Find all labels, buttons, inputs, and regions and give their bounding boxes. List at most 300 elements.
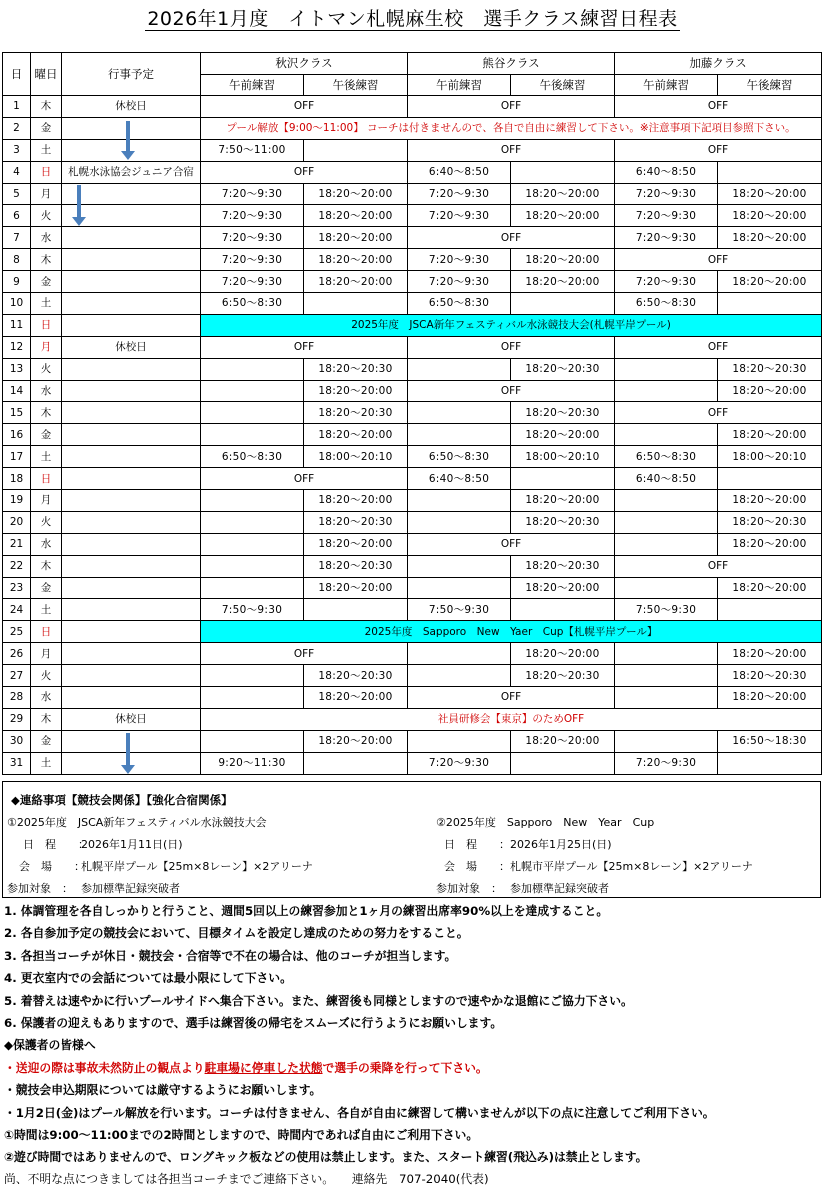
schedule-cell: 18:20～20:00 xyxy=(511,249,615,271)
schedule-cell xyxy=(304,293,408,315)
parents-note: ②遊び時間ではありませんので、ロングキック板などの使用は禁止します。また、スタート練習(飛込み)は禁止とします。 xyxy=(4,1150,648,1165)
event-cell xyxy=(62,446,201,468)
schedule-cell: 18:20～20:30 xyxy=(304,511,408,533)
down-arrow-icon xyxy=(121,733,135,775)
class-header-kumagai: 熊谷クラス xyxy=(408,53,615,75)
schedule-cell: 18:20～20:00 xyxy=(511,577,615,599)
weekday-cell: 日 xyxy=(31,161,62,183)
schedule-cell: 18:20～20:00 xyxy=(718,643,822,665)
notice-cell: プール解放【9:00～11:00】 コーチは付きませんので、各自で自由に練習して下さい。※注意事項下記項目参照下さい。 xyxy=(201,117,822,139)
table-row xyxy=(3,468,822,490)
schedule-cell: 18:20～20:00 xyxy=(718,271,822,293)
day-cell: 24 xyxy=(3,599,31,621)
table-row xyxy=(3,555,822,577)
schedule-cell: 7:50～9:30 xyxy=(201,599,304,621)
schedule-cell: 18:20～20:00 xyxy=(718,183,822,205)
schedule-cell: 18:20～20:30 xyxy=(511,358,615,380)
schedule-cell: 18:20～20:00 xyxy=(718,424,822,446)
notice-title: ◆連絡事項【競技会関係】【強化合宿関係】 xyxy=(11,793,233,807)
schedule-cell: 7:20～9:30 xyxy=(201,249,304,271)
weekday-cell: 金 xyxy=(31,271,62,293)
target-label: 参加対象 ： xyxy=(7,882,73,895)
table-row xyxy=(3,314,822,336)
footer-contact: 尚、不明な点につきましては各担当コーチまでご連絡下さい。 連絡先 707-2040(代表) xyxy=(4,1172,489,1186)
schedule-cell xyxy=(615,665,718,687)
schedule-cell: 7:20～9:30 xyxy=(408,205,511,227)
schedule-cell: 18:20～20:00 xyxy=(304,183,408,205)
day-cell: 11 xyxy=(3,314,31,336)
rule-item: 3. 各担当コーチが休日・競技会・合宿等で不在の場合は、他のコーチが担当します。 xyxy=(4,948,457,963)
meet-2-target: 参加標準記録突破者 xyxy=(510,882,609,895)
schedule-cell xyxy=(201,424,304,446)
schedule-cell xyxy=(408,730,511,752)
weekday-cell: 木 xyxy=(31,249,62,271)
event-cell: 休校日 xyxy=(62,96,201,118)
weekday-cell: 日 xyxy=(31,468,62,490)
schedule-cell: OFF xyxy=(201,161,408,183)
schedule-cell: 7:20～9:30 xyxy=(615,183,718,205)
schedule-cell: 7:20～9:30 xyxy=(408,752,511,774)
schedule-cell: 18:00～20:10 xyxy=(718,446,822,468)
schedule-cell xyxy=(304,139,408,161)
event-banner: 2025年度 Sapporo New Yaer Cup【札幌平岸プール】 xyxy=(201,621,822,643)
schedule-cell: 7:20～9:30 xyxy=(408,271,511,293)
venue-label: 会 場 ： xyxy=(19,860,85,873)
day-cell: 17 xyxy=(3,446,31,468)
schedule-cell: 18:20～20:30 xyxy=(718,511,822,533)
schedule-cell: 18:20～20:30 xyxy=(511,402,615,424)
event-cell xyxy=(62,468,201,490)
schedule-cell: 18:20～20:00 xyxy=(304,205,408,227)
parents-heading: ◆保護者の皆様へ xyxy=(4,1038,96,1053)
schedule-cell xyxy=(408,424,511,446)
table-row xyxy=(3,446,822,468)
schedule-cell xyxy=(304,599,408,621)
schedule-cell xyxy=(615,358,718,380)
schedule-cell: OFF xyxy=(408,687,615,709)
event-cell xyxy=(62,533,201,555)
schedule-cell: 7:20～9:30 xyxy=(615,205,718,227)
date-label: 日 程 ： xyxy=(23,838,89,851)
schedule-cell: 9:20～11:30 xyxy=(201,752,304,774)
weekday-cell: 金 xyxy=(31,730,62,752)
schedule-cell: 18:20～20:00 xyxy=(718,687,822,709)
down-arrow-icon xyxy=(72,185,86,227)
table-row xyxy=(3,161,822,183)
class-header-akizawa: 秋沢クラス xyxy=(201,53,408,75)
schedule-cell xyxy=(615,380,718,402)
schedule-cell: 18:20～20:00 xyxy=(511,424,615,446)
table-row xyxy=(3,490,822,512)
parents-note: ①時間は9:00～11:00までの2時間としますので、時間内であれば自由にご利用下さい。 xyxy=(4,1127,479,1142)
table-row xyxy=(3,511,822,533)
meet-1-target: 参加標準記録突破者 xyxy=(81,882,180,895)
event-cell xyxy=(62,490,201,512)
notice-cell: 社員研修会【東京】のためOFF xyxy=(201,708,822,730)
schedule-cell xyxy=(615,533,718,555)
schedule-cell: OFF xyxy=(408,96,615,118)
schedule-cell: 18:20～20:30 xyxy=(304,402,408,424)
weekday-cell: 月 xyxy=(31,643,62,665)
schedule-cell xyxy=(615,643,718,665)
weekday-cell: 木 xyxy=(31,708,62,730)
table-row xyxy=(3,205,822,227)
event-cell xyxy=(62,555,201,577)
day-cell: 5 xyxy=(3,183,31,205)
parents-note: ・競技会申込期限については厳守するようにお願いします。 xyxy=(4,1083,322,1098)
day-cell: 10 xyxy=(3,293,31,315)
schedule-cell: 18:20～20:00 xyxy=(718,577,822,599)
schedule-cell: 6:40～8:50 xyxy=(408,161,511,183)
schedule-cell xyxy=(615,511,718,533)
table-row xyxy=(3,336,822,358)
schedule-cell: OFF xyxy=(201,96,408,118)
weekday-cell: 土 xyxy=(31,139,62,161)
event-cell xyxy=(62,665,201,687)
schedule-cell xyxy=(511,161,615,183)
schedule-cell: 7:20～9:30 xyxy=(408,249,511,271)
day-cell: 20 xyxy=(3,511,31,533)
schedule-cell: 18:20～20:00 xyxy=(511,490,615,512)
weekday-cell: 土 xyxy=(31,293,62,315)
event-cell xyxy=(62,380,201,402)
weekday-cell: 火 xyxy=(31,665,62,687)
am-header: 午前練習 xyxy=(408,74,511,96)
schedule-cell: OFF xyxy=(201,336,408,358)
schedule-cell: 18:20～20:00 xyxy=(718,227,822,249)
weekday-cell: 木 xyxy=(31,555,62,577)
event-cell xyxy=(62,599,201,621)
notice-box xyxy=(2,781,821,898)
schedule-cell: 18:20～20:00 xyxy=(304,271,408,293)
schedule-cell: OFF xyxy=(615,96,822,118)
table-row xyxy=(3,599,822,621)
rule-item: 2. 各自参加予定の競技会において、目標タイムを設定し達成のための努力をすること。 xyxy=(4,926,469,941)
rule-item: 1. 体調管理を各自しっかりと行うこと、週間5回以上の練習参加と1ヶ月の練習出席率90%以上を達成すること。 xyxy=(4,904,609,918)
schedule-cell: 7:20～9:30 xyxy=(201,205,304,227)
schedule-cell: 6:50～8:30 xyxy=(615,446,718,468)
schedule-cell xyxy=(408,358,511,380)
schedule-cell: OFF xyxy=(408,380,615,402)
event-cell xyxy=(62,358,201,380)
rule-item: 6. 保護者の迎えもありますので、選手は練習後の帰宅をスムーズに行うようにお願いします。 xyxy=(4,1015,503,1030)
table-row xyxy=(3,227,822,249)
schedule-cell: 7:20～9:30 xyxy=(615,752,718,774)
schedule-cell xyxy=(201,533,304,555)
schedule-cell: 18:20～20:00 xyxy=(718,205,822,227)
weekday-cell: 土 xyxy=(31,446,62,468)
schedule-cell xyxy=(408,490,511,512)
schedule-cell: 6:40～8:50 xyxy=(615,161,718,183)
meet-1-info xyxy=(7,812,313,900)
schedule-cell: 7:20～9:30 xyxy=(615,271,718,293)
day-cell: 12 xyxy=(3,336,31,358)
weekday-cell: 木 xyxy=(31,402,62,424)
meet-2-info xyxy=(436,812,753,900)
table-row xyxy=(3,643,822,665)
event-cell xyxy=(62,227,201,249)
day-cell: 7 xyxy=(3,227,31,249)
event-banner: 2025年度 JSCA新年フェスティバル水泳競技大会(札幌平岸プール) xyxy=(201,314,822,336)
schedule-cell xyxy=(201,380,304,402)
schedule-cell: 6:50～8:30 xyxy=(615,293,718,315)
table-row xyxy=(3,183,822,205)
schedule-cell: OFF xyxy=(408,227,615,249)
schedule-cell: 6:40～8:50 xyxy=(615,468,718,490)
schedule-cell: OFF xyxy=(201,468,408,490)
schedule-cell: 7:20～9:30 xyxy=(201,271,304,293)
schedule-cell xyxy=(408,643,511,665)
schedule-cell: 18:20～20:00 xyxy=(511,271,615,293)
weekday-cell: 金 xyxy=(31,117,62,139)
table-row xyxy=(3,708,822,730)
schedule-cell: 18:20～20:30 xyxy=(304,358,408,380)
schedule-cell: 18:00～20:10 xyxy=(511,446,615,468)
table-row xyxy=(3,687,822,709)
meet-2-name: ②2025年度 Sapporo New Year Cup xyxy=(436,816,655,829)
col-header-event: 行事予定 xyxy=(62,53,201,96)
schedule-cell: 18:20～20:00 xyxy=(718,533,822,555)
schedule-cell: 18:20～20:00 xyxy=(304,424,408,446)
day-cell: 25 xyxy=(3,621,31,643)
schedule-cell: 18:20～20:30 xyxy=(511,665,615,687)
meet-2-venue: 札幌市平岸プール【25m×8レーン】×2アリーナ xyxy=(510,860,753,873)
schedule-cell xyxy=(408,555,511,577)
event-cell: 札幌水泳協会ジュニア合宿 xyxy=(62,161,201,183)
col-header-weekday: 曜日 xyxy=(31,53,62,96)
event-cell: 休校日 xyxy=(62,336,201,358)
schedule-cell: 18:20～20:30 xyxy=(304,555,408,577)
table-row xyxy=(3,358,822,380)
day-cell: 21 xyxy=(3,533,31,555)
schedule-cell: 18:20～20:00 xyxy=(304,687,408,709)
day-cell: 3 xyxy=(3,139,31,161)
event-cell xyxy=(62,687,201,709)
schedule-cell: 18:20～20:30 xyxy=(718,358,822,380)
schedule-cell xyxy=(615,490,718,512)
day-cell: 14 xyxy=(3,380,31,402)
table-row xyxy=(3,271,822,293)
table-row xyxy=(3,533,822,555)
meet-1-venue: 札幌平岸プール【25m×8レーン】×2アリーナ xyxy=(81,860,313,873)
day-cell: 18 xyxy=(3,468,31,490)
weekday-cell: 土 xyxy=(31,752,62,774)
table-row xyxy=(3,249,822,271)
schedule-cell: 18:20～20:00 xyxy=(511,183,615,205)
page-title: 2026年1月度 イトマン札幌麻生校 選手クラス練習日程表 xyxy=(147,8,678,30)
schedule-cell xyxy=(408,511,511,533)
table-row xyxy=(3,380,822,402)
weekday-cell: 月 xyxy=(31,183,62,205)
schedule-cell: 18:20～20:30 xyxy=(511,511,615,533)
schedule-cell xyxy=(615,424,718,446)
schedule-cell: OFF xyxy=(408,139,615,161)
parents-red-note: ・送迎の際は事故未然防止の観点より駐車場に停車した状態で選手の乗降を行って下さい。 xyxy=(4,1060,488,1075)
rules-section xyxy=(4,900,820,1169)
event-cell xyxy=(62,643,201,665)
schedule-cell xyxy=(201,577,304,599)
weekday-cell: 水 xyxy=(31,227,62,249)
schedule-cell xyxy=(615,577,718,599)
schedule-cell: OFF xyxy=(201,643,408,665)
down-arrow-icon xyxy=(121,121,135,161)
schedule-cell xyxy=(201,730,304,752)
weekday-cell: 月 xyxy=(31,490,62,512)
table-row xyxy=(3,424,822,446)
schedule-cell xyxy=(408,402,511,424)
schedule-cell xyxy=(201,511,304,533)
day-cell: 30 xyxy=(3,730,31,752)
venue-label: 会 場 ： xyxy=(444,860,510,873)
weekday-cell: 木 xyxy=(31,96,62,118)
day-cell: 27 xyxy=(3,665,31,687)
day-cell: 1 xyxy=(3,96,31,118)
schedule-cell: 18:20～20:00 xyxy=(304,227,408,249)
schedule-cell: 7:20～9:30 xyxy=(201,183,304,205)
schedule-cell xyxy=(511,599,615,621)
day-cell: 16 xyxy=(3,424,31,446)
day-cell: 4 xyxy=(3,161,31,183)
schedule-cell xyxy=(408,577,511,599)
rule-item: 4. 更衣室内での会話については最小限にして下さい。 xyxy=(4,971,292,986)
day-cell: 15 xyxy=(3,402,31,424)
schedule-cell: 7:50～11:00 xyxy=(201,139,304,161)
date-label: 日 程 ： xyxy=(444,838,510,851)
schedule-cell xyxy=(201,555,304,577)
schedule-cell: 18:20～20:30 xyxy=(304,665,408,687)
schedule-cell xyxy=(201,687,304,709)
schedule-cell xyxy=(511,752,615,774)
weekday-cell: 土 xyxy=(31,599,62,621)
day-cell: 23 xyxy=(3,577,31,599)
target-label: 参加対象 ： xyxy=(436,882,502,895)
event-cell xyxy=(62,511,201,533)
table-row xyxy=(3,577,822,599)
schedule-cell xyxy=(615,687,718,709)
schedule-cell: 18:20～20:00 xyxy=(511,730,615,752)
schedule-cell: 7:20～9:30 xyxy=(408,183,511,205)
schedule-cell: 18:20～20:00 xyxy=(304,533,408,555)
schedule-cell xyxy=(201,402,304,424)
schedule-cell xyxy=(718,161,822,183)
schedule-cell xyxy=(615,730,718,752)
event-cell xyxy=(62,402,201,424)
meet-2-date: 2026年1月25日(日) xyxy=(510,838,612,851)
day-cell: 13 xyxy=(3,358,31,380)
schedule-cell xyxy=(408,665,511,687)
table-row xyxy=(3,665,822,687)
pm-header: 午後練習 xyxy=(511,74,615,96)
table-row xyxy=(3,96,822,118)
schedule-cell: 7:50～9:30 xyxy=(615,599,718,621)
schedule-cell: OFF xyxy=(615,402,822,424)
schedule-cell: 18:20～20:00 xyxy=(304,577,408,599)
day-cell: 8 xyxy=(3,249,31,271)
weekday-cell: 日 xyxy=(31,621,62,643)
schedule-cell: 18:20～20:00 xyxy=(304,730,408,752)
schedule-cell: 18:20～20:00 xyxy=(718,380,822,402)
schedule-cell xyxy=(718,752,822,774)
schedule-cell: 16:50～18:30 xyxy=(718,730,822,752)
day-cell: 22 xyxy=(3,555,31,577)
event-cell xyxy=(62,271,201,293)
meet-1-date: 2026年1月11日(日) xyxy=(81,838,183,851)
schedule-cell: OFF xyxy=(615,249,822,271)
schedule-cell: 18:20～20:30 xyxy=(511,555,615,577)
schedule-cell: 6:50～8:30 xyxy=(408,293,511,315)
schedule-cell: OFF xyxy=(615,555,822,577)
day-cell: 9 xyxy=(3,271,31,293)
day-cell: 28 xyxy=(3,687,31,709)
col-header-day: 日 xyxy=(3,53,31,96)
schedule-cell xyxy=(718,599,822,621)
schedule-cell: 18:20～20:00 xyxy=(511,205,615,227)
schedule-cell: 18:20～20:00 xyxy=(511,643,615,665)
event-cell xyxy=(62,314,201,336)
pm-header: 午後練習 xyxy=(718,74,822,96)
schedule-cell xyxy=(511,293,615,315)
weekday-cell: 水 xyxy=(31,380,62,402)
day-cell: 19 xyxy=(3,490,31,512)
schedule-cell: 7:20～9:30 xyxy=(615,227,718,249)
schedule-cell: 18:00～20:10 xyxy=(304,446,408,468)
schedule-cell xyxy=(718,293,822,315)
rule-item: 5. 着替えは速やかに行いプールサイドへ集合下さい。また、練習後も同様としますので速やかな退館にご協力下さい。 xyxy=(4,993,633,1008)
weekday-cell: 金 xyxy=(31,424,62,446)
schedule-cell: OFF xyxy=(615,139,822,161)
weekday-cell: 水 xyxy=(31,687,62,709)
weekday-cell: 日 xyxy=(31,314,62,336)
schedule-cell xyxy=(201,665,304,687)
schedule-cell: OFF xyxy=(408,533,615,555)
schedule-cell: 18:20～20:00 xyxy=(304,249,408,271)
table-row xyxy=(3,402,822,424)
pm-header: 午後練習 xyxy=(304,74,408,96)
schedule-cell: OFF xyxy=(408,336,615,358)
day-cell: 31 xyxy=(3,752,31,774)
parents-note: ・1月2日(金)はプール解放を行います。コーチは付きません、各自が自由に練習して構いませんが以下の点に注意してご利用下さい。 xyxy=(4,1105,715,1120)
weekday-cell: 金 xyxy=(31,577,62,599)
schedule-cell: 6:40～8:50 xyxy=(408,468,511,490)
weekday-cell: 火 xyxy=(31,358,62,380)
schedule-cell: OFF xyxy=(615,336,822,358)
am-header: 午前練習 xyxy=(615,74,718,96)
event-cell xyxy=(62,249,201,271)
schedule-cell: 18:20～20:30 xyxy=(718,665,822,687)
event-cell: 休校日 xyxy=(62,708,201,730)
schedule-cell: 6:50～8:30 xyxy=(201,293,304,315)
day-cell: 6 xyxy=(3,205,31,227)
weekday-cell: 火 xyxy=(31,511,62,533)
table-row xyxy=(3,293,822,315)
schedule-cell: 6:50～8:30 xyxy=(408,446,511,468)
event-cell xyxy=(62,577,201,599)
event-cell xyxy=(62,621,201,643)
day-cell: 29 xyxy=(3,708,31,730)
schedule-cell xyxy=(201,358,304,380)
event-cell xyxy=(62,293,201,315)
schedule-cell xyxy=(718,468,822,490)
table-row xyxy=(3,621,822,643)
schedule-cell xyxy=(304,752,408,774)
schedule-cell: 18:20～20:00 xyxy=(304,380,408,402)
weekday-cell: 月 xyxy=(31,336,62,358)
am-header: 午前練習 xyxy=(201,74,304,96)
meet-1-name: ①2025年度 JSCA新年フェスティバル水泳競技大会 xyxy=(7,816,267,829)
schedule-cell xyxy=(201,490,304,512)
weekday-cell: 火 xyxy=(31,205,62,227)
schedule-cell: 6:50～8:30 xyxy=(201,446,304,468)
